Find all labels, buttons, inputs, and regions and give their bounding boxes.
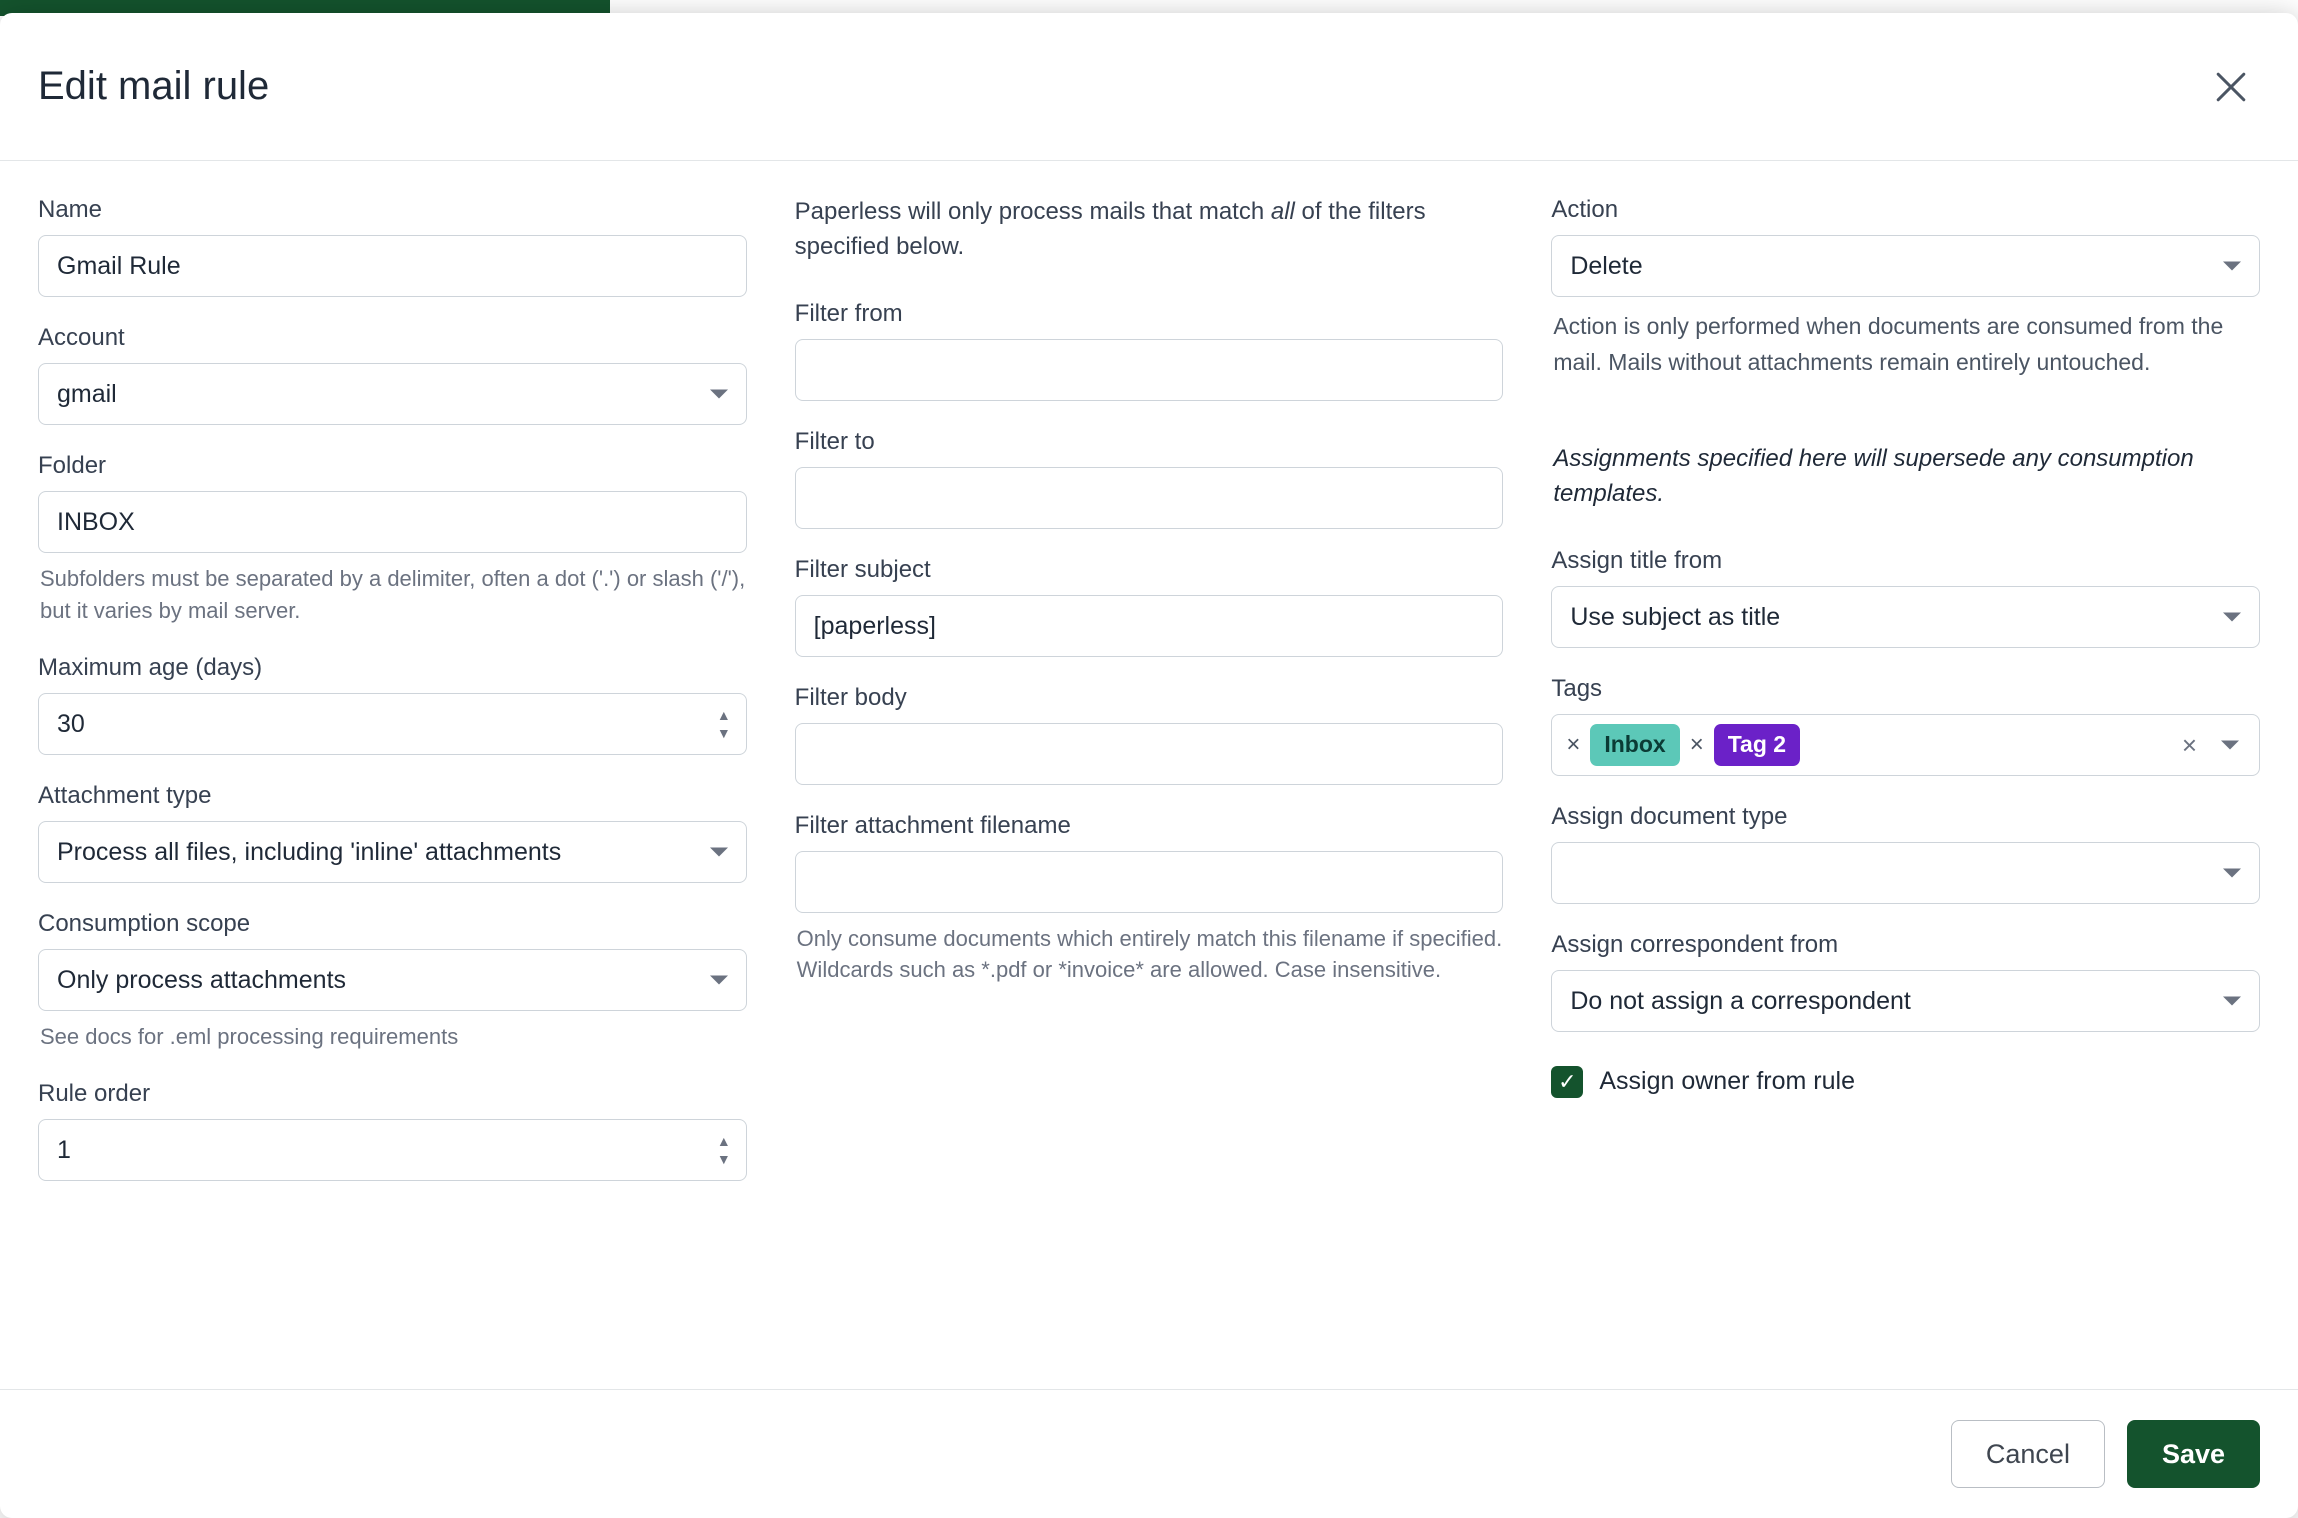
assign-title-from-label: Assign title from	[1551, 546, 1723, 574]
close-icon-glyph	[2209, 65, 2253, 109]
assign-title-from-value: Use subject as title	[1570, 602, 1781, 631]
chevron-down-icon	[2223, 612, 2241, 621]
consumption-scope-value: Only process attachments	[57, 965, 347, 994]
chevron-down-icon	[710, 390, 728, 399]
account-value: gmail	[57, 380, 117, 408]
field-maximum-age	[38, 653, 747, 755]
chevron-down-icon	[710, 975, 728, 984]
assign-title-from-select[interactable]	[1551, 586, 2260, 648]
field-rule-order	[38, 1079, 747, 1181]
filter-attachment-filename-label: Filter attachment filename	[794, 811, 1071, 839]
filter-from-label: Filter from	[794, 299, 903, 327]
dialog-body	[0, 161, 2298, 1389]
stepper-down-icon[interactable]: ▼	[716, 724, 731, 741]
account-select[interactable]	[38, 363, 747, 425]
column-actions	[1551, 195, 2260, 1389]
quantity-stepper[interactable]	[717, 1134, 731, 1166]
field-filter-attachment-filename	[795, 811, 1504, 913]
field-assign-title-from	[1551, 546, 2260, 648]
close-icon[interactable]	[2202, 58, 2260, 116]
action-label: Action	[1551, 196, 1619, 223]
consumption-scope-label: Consumption scope	[38, 909, 251, 937]
assign-document-type-select[interactable]	[1551, 842, 2260, 904]
assign-document-type-label: Assign document type	[1551, 802, 1788, 830]
filter-body-label: Filter body	[794, 683, 907, 711]
tags-select[interactable]	[1551, 714, 2260, 776]
consumption-scope-hint: See docs for .eml processing requirements	[40, 1023, 459, 1049]
folder-input[interactable]: INBOX	[38, 491, 747, 553]
chevron-down-icon	[2223, 262, 2241, 271]
rule-order-label: Rule order	[38, 1079, 151, 1107]
remove-tag-icon[interactable]: ×	[1689, 730, 1704, 758]
filters-intro-after: of the filters specified below.	[794, 198, 1426, 260]
filter-attachment-filename-input[interactable]	[795, 851, 1504, 913]
column-filters	[795, 195, 1504, 1389]
clear-icon[interactable]: ×	[2181, 729, 2198, 760]
field-filter-from	[795, 299, 1504, 401]
action-note: Action is only performed when documents are consumed from the mail. Mails without attachments remain entirely untouched.	[1553, 313, 2224, 375]
attachment-type-select[interactable]	[38, 821, 747, 883]
consumption-scope-select[interactable]	[38, 949, 747, 1011]
filter-subject-label: Filter subject	[794, 555, 931, 583]
attachment-type-value: Process all files, including 'inline' attachments	[57, 837, 562, 866]
stepper-down-icon[interactable]: ▼	[716, 1150, 731, 1167]
remove-tag-icon[interactable]: ×	[1566, 730, 1581, 758]
save-button[interactable]: Save	[2127, 1420, 2260, 1488]
field-assign-document-type	[1551, 802, 2260, 904]
tag-item	[1690, 724, 1800, 766]
rule-order-wrap	[38, 1119, 747, 1181]
field-tags	[1551, 674, 2260, 776]
filter-body-input[interactable]	[795, 723, 1504, 785]
assignments-note: Assignments specified here will supersede any consumption templates.	[1553, 445, 2194, 508]
maximum-age-label: Maximum age (days)	[38, 653, 263, 681]
filter-from-input[interactable]	[795, 339, 1504, 401]
filter-to-label: Filter to	[794, 427, 875, 455]
filter-attachment-hint: Only consume documents which entirely match this filename if specified. Wildcards such as *.pdf or *invoice* are allowed. Case insensitive.	[796, 925, 1503, 983]
filters-intro-emphasis: all	[1270, 198, 1295, 225]
stepper-up-icon[interactable]: ▲	[716, 1132, 731, 1149]
folder-hint: Subfolders must be separated by a delimiter, often a dot ('.') or slash ('/'), but it varies by mail server.	[40, 566, 746, 623]
dialog-footer	[0, 1389, 2298, 1518]
field-assign-correspondent-from	[1551, 930, 2260, 1032]
dialog-header	[0, 13, 2298, 161]
account-label: Account	[38, 324, 125, 351]
tag-chip[interactable]: Inbox	[1590, 724, 1679, 766]
field-folder	[38, 451, 747, 553]
cancel-button[interactable]: Cancel	[1951, 1420, 2105, 1488]
filters-intro	[795, 195, 1504, 265]
rule-order-input[interactable]: 1	[38, 1119, 747, 1181]
filter-subject-input[interactable]: [paperless]	[795, 595, 1504, 657]
attachment-type-label: Attachment type	[38, 781, 212, 809]
maximum-age-wrap	[38, 693, 747, 755]
field-filter-subject	[795, 555, 1504, 657]
name-input[interactable]: Gmail Rule	[38, 235, 747, 297]
field-filter-to	[795, 427, 1504, 529]
field-action	[1551, 195, 2260, 297]
field-name	[38, 195, 747, 297]
field-filter-body	[795, 683, 1504, 785]
filters-intro-before: Paperless will only process mails that match	[794, 198, 1271, 225]
chevron-down-icon	[2221, 740, 2239, 749]
quantity-stepper[interactable]	[717, 708, 731, 740]
column-general	[38, 195, 747, 1389]
field-consumption-scope	[38, 909, 747, 1011]
dialog-title: Edit mail rule	[38, 64, 270, 108]
field-attachment-type	[38, 781, 747, 883]
assign-owner-from-rule-row[interactable]	[1551, 1066, 2260, 1098]
tags-label: Tags	[1551, 674, 1603, 702]
tag-chip[interactable]: Tag 2	[1714, 724, 1800, 766]
name-label: Name	[38, 196, 103, 223]
tag-item	[1566, 724, 1679, 766]
filter-to-input[interactable]	[795, 467, 1504, 529]
edit-mail-rule-dialog	[0, 13, 2298, 1518]
field-account	[38, 323, 747, 425]
chevron-down-icon	[710, 847, 728, 856]
action-value: Delete	[1570, 252, 1643, 280]
maximum-age-input[interactable]: 30	[38, 693, 747, 755]
stepper-up-icon[interactable]: ▲	[716, 706, 731, 723]
assign-correspondent-from-value: Do not assign a correspondent	[1570, 986, 1911, 1015]
chevron-down-icon	[2223, 996, 2241, 1005]
folder-label: Folder	[38, 452, 107, 479]
action-select[interactable]	[1551, 235, 2260, 297]
chevron-down-icon	[2223, 868, 2241, 877]
assign-owner-label: Assign owner from rule	[1599, 1067, 1855, 1096]
assign-owner-checkbox[interactable]: ✓	[1551, 1066, 1583, 1098]
assign-correspondent-from-select[interactable]	[1551, 970, 2260, 1032]
assign-correspondent-from-label: Assign correspondent from	[1551, 930, 1839, 958]
